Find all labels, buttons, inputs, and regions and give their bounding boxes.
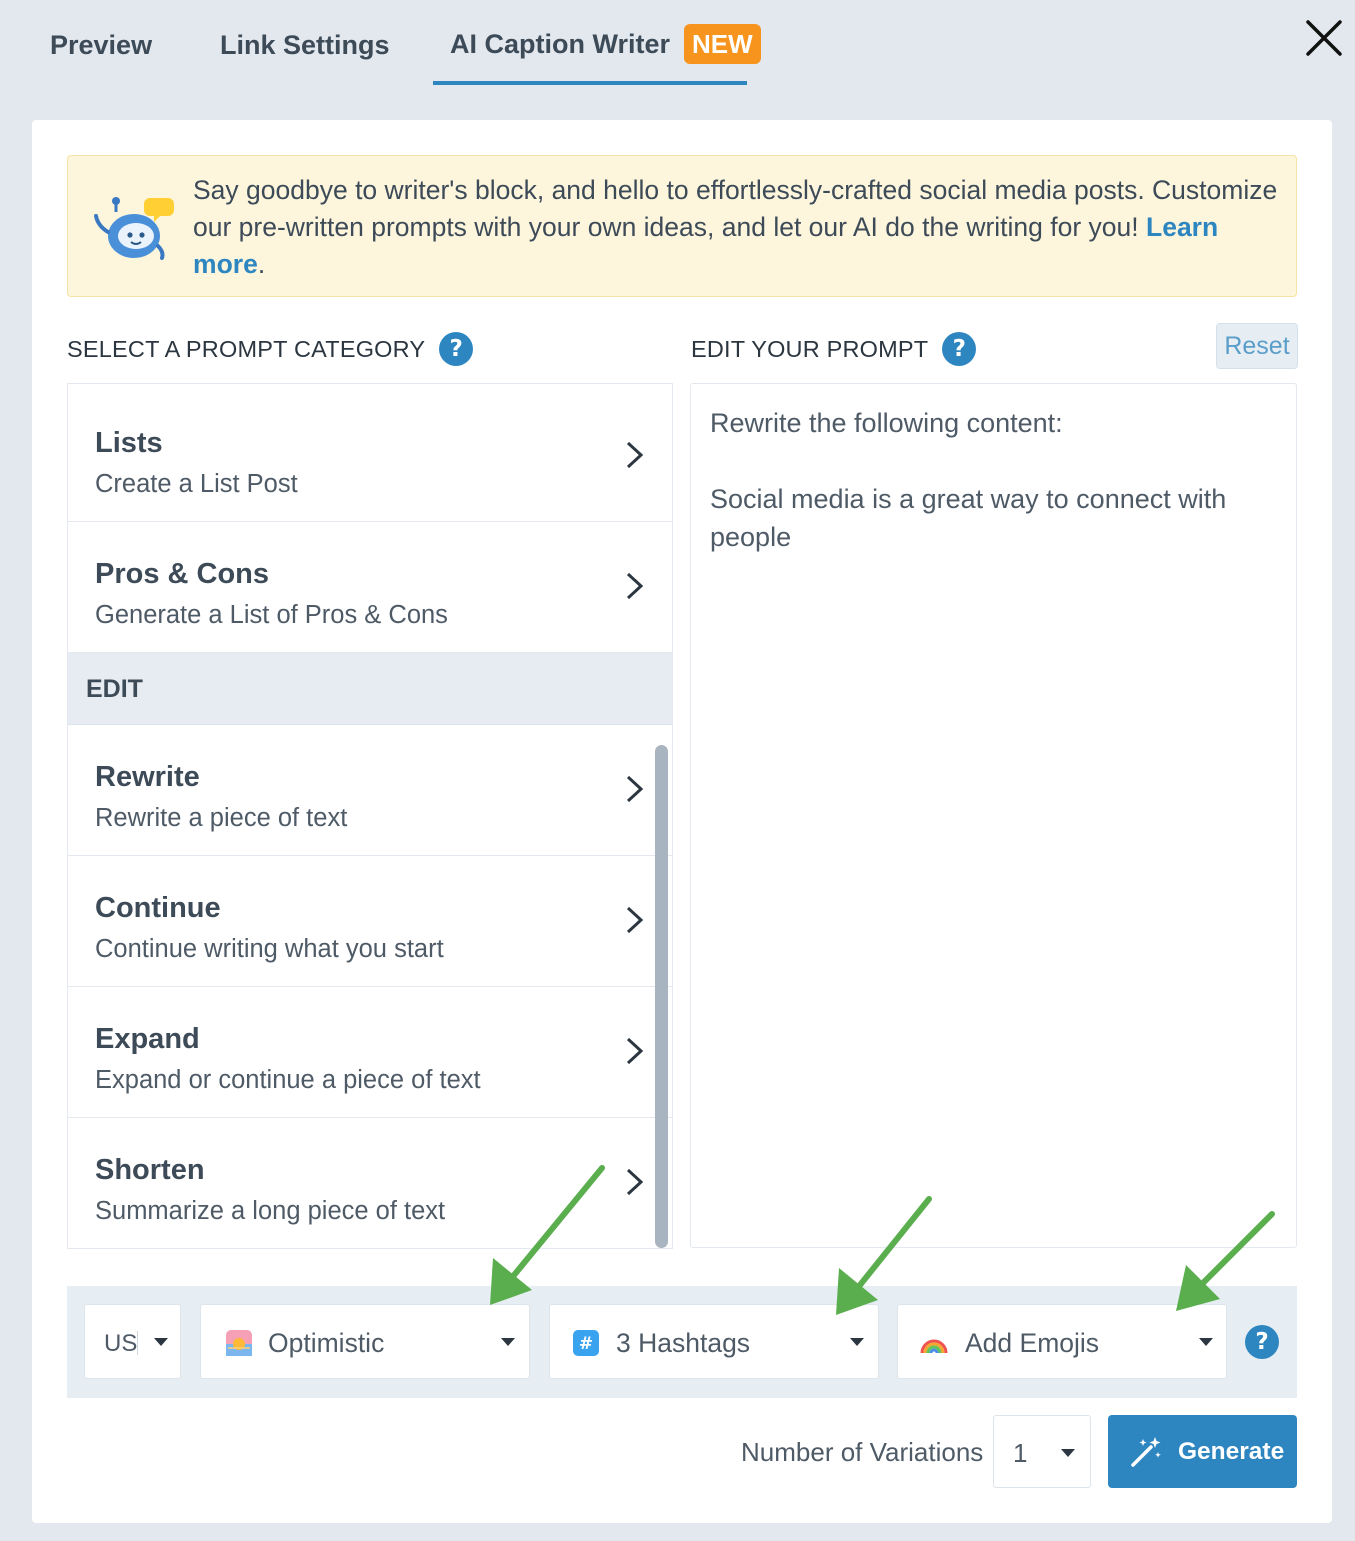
category-item-pros-cons[interactable] bbox=[68, 522, 672, 653]
svg-text:#: # bbox=[578, 1334, 594, 1354]
variations-select[interactable] bbox=[993, 1415, 1091, 1488]
info-banner bbox=[67, 155, 1297, 297]
category-item-rewrite[interactable] bbox=[68, 725, 672, 856]
help-icon[interactable]: ? bbox=[439, 332, 473, 366]
edit-prompt-heading-label: EDIT YOUR PROMPT bbox=[691, 335, 929, 362]
category-title: Continue bbox=[95, 892, 221, 924]
category-title: Shorten bbox=[95, 1154, 205, 1186]
banner-message bbox=[193, 172, 1283, 283]
tab-preview[interactable]: Preview bbox=[50, 30, 153, 60]
category-title: Pros & Cons bbox=[95, 558, 270, 590]
hashtags-select[interactable] bbox=[549, 1304, 879, 1379]
variations-label: Number of Variations bbox=[741, 1437, 984, 1467]
tab-ai-caption-writer-label: AI Caption Writer bbox=[450, 28, 671, 59]
tab-bar bbox=[0, 0, 1355, 100]
chevron-right-icon bbox=[624, 439, 646, 471]
tone-select[interactable] bbox=[200, 1304, 530, 1379]
prompt-text[interactable]: Rewrite the following content: Social media is a great way to connect with people bbox=[710, 408, 1227, 552]
category-item-shorten[interactable] bbox=[68, 1118, 672, 1249]
robot-chat-icon bbox=[92, 192, 178, 262]
prompt-editor[interactable] bbox=[690, 383, 1297, 1248]
tab-ai-caption-writer[interactable] bbox=[450, 24, 761, 64]
hashtag-icon bbox=[572, 1329, 600, 1357]
language-select[interactable] bbox=[84, 1304, 181, 1379]
caret-down-icon bbox=[154, 1338, 168, 1346]
category-description: Continue writing what you start bbox=[95, 935, 444, 963]
category-description: Generate a List of Pros & Cons bbox=[95, 601, 448, 629]
variations-value: 1 bbox=[1013, 1438, 1028, 1468]
edit-prompt-heading bbox=[691, 332, 976, 366]
banner-text: Say goodbye to writer's block, and hello to effortlessly-crafted social media posts. Customize our pre-written prompts with your own ideas, and let our AI do the writing for you! bbox=[193, 175, 1278, 242]
list-scrollbar[interactable] bbox=[655, 745, 668, 1248]
rainbow-icon bbox=[920, 1329, 948, 1357]
category-description: Summarize a long piece of text bbox=[95, 1197, 446, 1225]
help-icon[interactable]: ? bbox=[1245, 1325, 1279, 1359]
category-item-continue[interactable] bbox=[68, 856, 672, 987]
caption-writer-panel bbox=[32, 120, 1332, 1523]
category-description: Create a List Post bbox=[95, 470, 298, 498]
tab-link-settings[interactable]: Link Settings bbox=[220, 30, 390, 60]
chevron-right-icon bbox=[624, 773, 646, 805]
options-bar bbox=[67, 1286, 1297, 1398]
help-icon[interactable]: ? bbox=[942, 332, 976, 366]
caret-down-icon bbox=[1199, 1338, 1213, 1346]
close-icon[interactable] bbox=[1300, 14, 1348, 62]
tone-value: Optimistic bbox=[268, 1328, 385, 1358]
category-group-edit bbox=[68, 653, 672, 725]
chevron-right-icon bbox=[624, 570, 646, 602]
caret-down-icon bbox=[1061, 1449, 1075, 1457]
generate-label: Generate bbox=[1178, 1438, 1285, 1465]
hashtags-value: 3 Hashtags bbox=[616, 1328, 751, 1358]
prompt-category-heading bbox=[67, 332, 473, 366]
category-item-expand[interactable] bbox=[68, 987, 672, 1118]
select-separator bbox=[137, 1331, 138, 1355]
magic-wand-icon bbox=[1129, 1435, 1163, 1469]
prompt-category-list bbox=[67, 383, 673, 1249]
category-description: Rewrite a piece of text bbox=[95, 804, 348, 832]
category-title: Rewrite bbox=[95, 761, 200, 793]
category-title: Expand bbox=[95, 1023, 200, 1055]
sunset-icon bbox=[225, 1329, 253, 1357]
language-value: US bbox=[104, 1330, 138, 1357]
emojis-value: Add Emojis bbox=[965, 1328, 1100, 1358]
learn-more-link[interactable]: Learn more bbox=[193, 212, 1219, 279]
category-item-lists[interactable] bbox=[68, 391, 672, 522]
emojis-select[interactable] bbox=[897, 1304, 1227, 1379]
chevron-right-icon bbox=[624, 1035, 646, 1067]
new-badge: NEW bbox=[684, 24, 761, 64]
caret-down-icon bbox=[850, 1338, 864, 1346]
prompt-category-heading-label: SELECT A PROMPT CATEGORY bbox=[67, 335, 426, 362]
active-tab-indicator bbox=[433, 81, 747, 85]
chevron-right-icon bbox=[624, 904, 646, 936]
category-description: Expand or continue a piece of text bbox=[95, 1066, 481, 1094]
category-group-label: EDIT bbox=[86, 675, 143, 703]
banner-trailing: . bbox=[257, 249, 266, 279]
chevron-right-icon bbox=[624, 1166, 646, 1198]
category-title: Lists bbox=[95, 427, 163, 459]
reset-button[interactable]: Reset bbox=[1216, 323, 1298, 369]
generate-button[interactable] bbox=[1108, 1415, 1297, 1488]
caret-down-icon bbox=[501, 1338, 515, 1346]
